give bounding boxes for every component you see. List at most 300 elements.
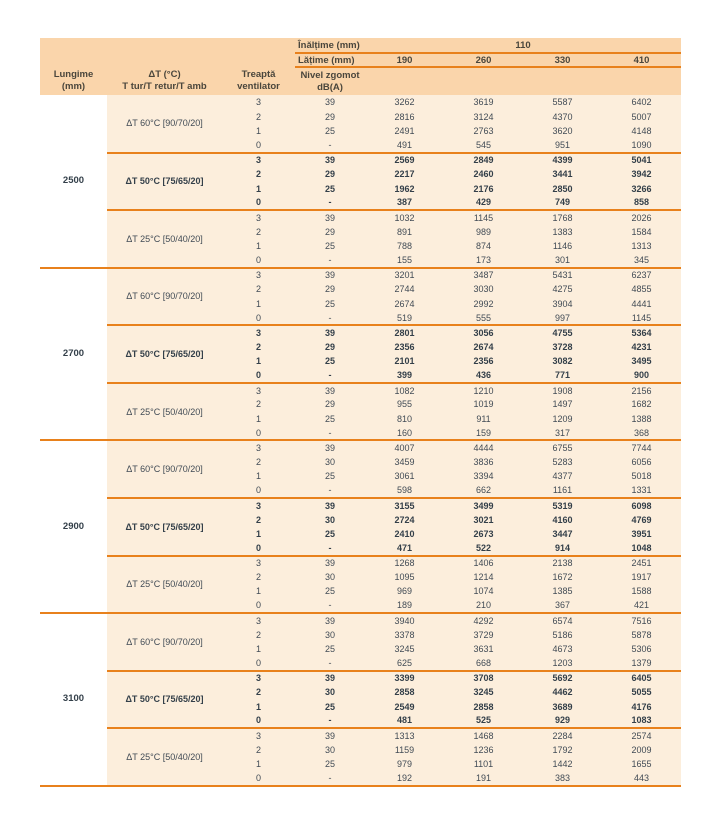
noise-cell: - xyxy=(295,599,365,613)
noise-cell: 39 xyxy=(295,613,365,627)
fan-step-cell: 2 xyxy=(222,225,295,239)
fan-step-cell: 1 xyxy=(222,699,295,713)
output-cell: 2549 xyxy=(365,699,444,713)
output-cell: 6405 xyxy=(602,671,681,685)
output-cell: 3124 xyxy=(444,109,523,123)
length-cell: 2500 xyxy=(40,95,107,268)
noise-cell: - xyxy=(295,311,365,325)
output-cell: 5431 xyxy=(523,268,602,282)
output-cell: 3266 xyxy=(602,181,681,195)
output-cell: 1095 xyxy=(365,570,444,584)
output-cell: 3708 xyxy=(444,671,523,685)
noise-cell: - xyxy=(295,484,365,498)
output-cell: 3245 xyxy=(444,685,523,699)
output-cell: 1236 xyxy=(444,743,523,757)
column-header-dt-line2: T tur/T retur/T amb xyxy=(122,81,207,92)
output-cell: 2026 xyxy=(602,210,681,224)
noise-cell: 39 xyxy=(295,95,365,109)
output-cell: 668 xyxy=(444,656,523,670)
dt-group-cell: ΔT 60°C [90/70/20] xyxy=(107,613,222,671)
column-header-lungime-line2: (mm) xyxy=(61,81,86,92)
dt-group-cell: ΔT 50°C [75/65/20] xyxy=(107,671,222,729)
fan-step-cell: 3 xyxy=(222,95,295,109)
fan-step-cell: 1 xyxy=(222,584,295,598)
output-cell: 2569 xyxy=(365,153,444,167)
output-cell: 555 xyxy=(444,311,523,325)
column-header-lungime-line1: Lungime xyxy=(53,69,94,80)
output-cell: 2763 xyxy=(444,124,523,138)
output-cell: 749 xyxy=(523,196,602,210)
output-cell: 155 xyxy=(365,253,444,267)
table-row xyxy=(40,613,681,627)
output-cell: 3082 xyxy=(523,354,602,368)
output-cell: 429 xyxy=(444,196,523,210)
fan-step-cell: 3 xyxy=(222,613,295,627)
output-cell: 301 xyxy=(523,253,602,267)
height-label: Înălțime (mm) xyxy=(295,38,365,53)
table-row xyxy=(40,728,681,742)
output-cell: 5007 xyxy=(602,109,681,123)
output-cell: 1032 xyxy=(365,210,444,224)
fan-step-cell: 2 xyxy=(222,397,295,411)
output-cell: 1313 xyxy=(365,728,444,742)
fan-step-cell: 0 xyxy=(222,426,295,440)
width-value-190: 190 xyxy=(365,53,444,67)
output-cell: 1048 xyxy=(602,541,681,555)
output-cell: 900 xyxy=(602,368,681,382)
height-value: 110 xyxy=(365,38,681,53)
radiator-spec-table xyxy=(40,38,681,787)
dt-group-cell: ΔT 50°C [75/65/20] xyxy=(107,498,222,556)
output-cell: 2858 xyxy=(444,699,523,713)
output-cell: 1209 xyxy=(523,412,602,426)
noise-cell: 25 xyxy=(295,699,365,713)
output-cell: 810 xyxy=(365,412,444,426)
noise-cell: 25 xyxy=(295,527,365,541)
output-cell: 1090 xyxy=(602,138,681,152)
output-cell: 3631 xyxy=(444,642,523,656)
output-cell: 367 xyxy=(523,599,602,613)
output-cell: 6574 xyxy=(523,613,602,627)
fan-step-cell: 3 xyxy=(222,556,295,570)
fan-step-cell: 1 xyxy=(222,181,295,195)
fan-step-cell: 3 xyxy=(222,440,295,454)
fan-step-cell: 0 xyxy=(222,541,295,555)
output-cell: 1655 xyxy=(602,757,681,771)
output-cell: 6237 xyxy=(602,268,681,282)
dt-group-cell: ΔT 60°C [90/70/20] xyxy=(107,268,222,326)
output-cell: 1442 xyxy=(523,757,602,771)
output-cell: 5364 xyxy=(602,325,681,339)
output-cell: 6098 xyxy=(602,498,681,512)
fan-step-cell: 2 xyxy=(222,109,295,123)
width-value-260: 260 xyxy=(444,53,523,67)
output-cell: 1203 xyxy=(523,656,602,670)
noise-cell: 25 xyxy=(295,354,365,368)
output-cell: 989 xyxy=(444,225,523,239)
noise-cell: - xyxy=(295,541,365,555)
fan-step-cell: 0 xyxy=(222,138,295,152)
fan-step-cell: 1 xyxy=(222,354,295,368)
output-cell: 1908 xyxy=(523,383,602,397)
table-row xyxy=(40,383,681,397)
output-cell: 2744 xyxy=(365,282,444,296)
fan-step-cell: 3 xyxy=(222,383,295,397)
fan-step-cell: 3 xyxy=(222,671,295,685)
noise-cell: 39 xyxy=(295,556,365,570)
noise-cell: 39 xyxy=(295,498,365,512)
output-cell: 2849 xyxy=(444,153,523,167)
output-cell: 192 xyxy=(365,771,444,785)
noise-cell: 25 xyxy=(295,584,365,598)
output-cell: 625 xyxy=(365,656,444,670)
fan-step-cell: 0 xyxy=(222,599,295,613)
output-cell: 1385 xyxy=(523,584,602,598)
output-cell: 1588 xyxy=(602,584,681,598)
output-cell: 4462 xyxy=(523,685,602,699)
output-cell: 189 xyxy=(365,599,444,613)
output-cell: 3021 xyxy=(444,512,523,526)
noise-cell: - xyxy=(295,196,365,210)
column-header-dt xyxy=(107,67,222,95)
noise-cell: 29 xyxy=(295,397,365,411)
length-cell: 3100 xyxy=(40,613,107,786)
output-cell: 4148 xyxy=(602,124,681,138)
output-cell: 2460 xyxy=(444,167,523,181)
output-cell: 4444 xyxy=(444,440,523,454)
noise-cell: 30 xyxy=(295,627,365,641)
fan-step-cell: 3 xyxy=(222,325,295,339)
output-cell: 4160 xyxy=(523,512,602,526)
output-cell: 3942 xyxy=(602,167,681,181)
output-cell: 2992 xyxy=(444,296,523,310)
column-header-nivel xyxy=(295,67,365,95)
table-row xyxy=(40,325,681,339)
noise-cell: 30 xyxy=(295,685,365,699)
dt-group-cell: ΔT 25°C [50/40/20] xyxy=(107,556,222,614)
output-cell: 3245 xyxy=(365,642,444,656)
output-cell: 914 xyxy=(523,541,602,555)
output-cell: 525 xyxy=(444,714,523,728)
fan-step-cell: 0 xyxy=(222,311,295,325)
noise-cell: 30 xyxy=(295,512,365,526)
output-cell: 3487 xyxy=(444,268,523,282)
column-header-dt-line1: ΔT (°C) xyxy=(148,69,181,80)
fan-step-cell: 0 xyxy=(222,484,295,498)
output-cell: 1019 xyxy=(444,397,523,411)
output-cell: 911 xyxy=(444,412,523,426)
fan-step-cell: 2 xyxy=(222,282,295,296)
output-cell: 1682 xyxy=(602,397,681,411)
output-cell: 874 xyxy=(444,239,523,253)
fan-step-cell: 1 xyxy=(222,412,295,426)
noise-cell: - xyxy=(295,368,365,382)
noise-cell: 25 xyxy=(295,642,365,656)
output-cell: 399 xyxy=(365,368,444,382)
output-cell: 1497 xyxy=(523,397,602,411)
output-cell: 5692 xyxy=(523,671,602,685)
fan-step-cell: 0 xyxy=(222,196,295,210)
output-cell: 5306 xyxy=(602,642,681,656)
fan-step-cell: 2 xyxy=(222,512,295,526)
noise-cell: 39 xyxy=(295,383,365,397)
output-cell: 1313 xyxy=(602,239,681,253)
output-cell: 955 xyxy=(365,397,444,411)
noise-cell: 25 xyxy=(295,757,365,771)
output-cell: 421 xyxy=(602,599,681,613)
output-cell: 1145 xyxy=(444,210,523,224)
output-cell: 3030 xyxy=(444,282,523,296)
output-cell: 2673 xyxy=(444,527,523,541)
output-cell: 545 xyxy=(444,138,523,152)
output-cell: 3619 xyxy=(444,95,523,109)
column-header-treapta xyxy=(222,67,295,95)
output-cell: 2138 xyxy=(523,556,602,570)
output-cell: 383 xyxy=(523,771,602,785)
output-cell: 3904 xyxy=(523,296,602,310)
noise-cell: 39 xyxy=(295,671,365,685)
output-cell: 1083 xyxy=(602,714,681,728)
output-cell: 3459 xyxy=(365,455,444,469)
output-cell: 1210 xyxy=(444,383,523,397)
output-cell: 1917 xyxy=(602,570,681,584)
output-cell: 191 xyxy=(444,771,523,785)
output-cell: 969 xyxy=(365,584,444,598)
table-row xyxy=(40,210,681,224)
noise-cell: 30 xyxy=(295,570,365,584)
noise-cell: - xyxy=(295,771,365,785)
output-cell: 771 xyxy=(523,368,602,382)
output-cell: 858 xyxy=(602,196,681,210)
output-cell: 7516 xyxy=(602,613,681,627)
noise-cell: - xyxy=(295,138,365,152)
noise-cell: 39 xyxy=(295,153,365,167)
output-cell: 2816 xyxy=(365,109,444,123)
fan-step-cell: 3 xyxy=(222,153,295,167)
output-cell: 2724 xyxy=(365,512,444,526)
output-cell: 997 xyxy=(523,311,602,325)
output-cell: 443 xyxy=(602,771,681,785)
output-cell: 1074 xyxy=(444,584,523,598)
output-cell: 1145 xyxy=(602,311,681,325)
output-cell: 3836 xyxy=(444,455,523,469)
noise-cell: 29 xyxy=(295,340,365,354)
output-cell: 3689 xyxy=(523,699,602,713)
length-cell: 2900 xyxy=(40,440,107,613)
output-cell: 929 xyxy=(523,714,602,728)
noise-cell: 29 xyxy=(295,282,365,296)
output-cell: 522 xyxy=(444,541,523,555)
noise-cell: - xyxy=(295,253,365,267)
fan-step-cell: 1 xyxy=(222,124,295,138)
noise-cell: 39 xyxy=(295,728,365,742)
header-row-height xyxy=(40,38,681,53)
output-cell: 1146 xyxy=(523,239,602,253)
output-cell: 2356 xyxy=(365,340,444,354)
output-cell: 159 xyxy=(444,426,523,440)
output-cell: 3940 xyxy=(365,613,444,627)
output-cell: 3399 xyxy=(365,671,444,685)
output-cell: 1406 xyxy=(444,556,523,570)
fan-step-cell: 1 xyxy=(222,642,295,656)
output-cell: 1962 xyxy=(365,181,444,195)
output-cell: 1159 xyxy=(365,743,444,757)
fan-step-cell: 3 xyxy=(222,728,295,742)
width-value-330: 330 xyxy=(523,53,602,67)
output-cell: 3262 xyxy=(365,95,444,109)
fan-step-cell: 0 xyxy=(222,368,295,382)
dt-group-cell: ΔT 50°C [75/65/20] xyxy=(107,325,222,383)
output-cell: 1101 xyxy=(444,757,523,771)
output-cell: 4673 xyxy=(523,642,602,656)
header-spacer xyxy=(40,38,295,53)
column-header-treapta-line1: Treaptă xyxy=(241,69,276,80)
output-cell: 6755 xyxy=(523,440,602,454)
output-cell: 210 xyxy=(444,599,523,613)
table-header xyxy=(40,38,681,95)
output-cell: 4231 xyxy=(602,340,681,354)
fan-step-cell: 1 xyxy=(222,239,295,253)
output-cell: 2491 xyxy=(365,124,444,138)
output-cell: 2176 xyxy=(444,181,523,195)
output-cell: 2858 xyxy=(365,685,444,699)
output-cell: 160 xyxy=(365,426,444,440)
dt-group-cell: ΔT 25°C [50/40/20] xyxy=(107,383,222,441)
column-header-lungime xyxy=(40,67,107,95)
output-cell: 3394 xyxy=(444,469,523,483)
output-cell: 6402 xyxy=(602,95,681,109)
output-cell: 2410 xyxy=(365,527,444,541)
header-spacer xyxy=(40,53,295,67)
output-cell: 2850 xyxy=(523,181,602,195)
table-row xyxy=(40,671,681,685)
output-cell: 2009 xyxy=(602,743,681,757)
fan-step-cell: 2 xyxy=(222,685,295,699)
output-cell: 2156 xyxy=(602,383,681,397)
output-cell: 3729 xyxy=(444,627,523,641)
noise-cell: 25 xyxy=(295,296,365,310)
output-cell: 2674 xyxy=(365,296,444,310)
output-cell: 5319 xyxy=(523,498,602,512)
output-cell: 1214 xyxy=(444,570,523,584)
noise-cell: 29 xyxy=(295,109,365,123)
dt-group-cell: ΔT 25°C [50/40/20] xyxy=(107,728,222,786)
output-cell: 3155 xyxy=(365,498,444,512)
output-cell: 4377 xyxy=(523,469,602,483)
output-cell: 1082 xyxy=(365,383,444,397)
output-cell: 3201 xyxy=(365,268,444,282)
output-cell: 3951 xyxy=(602,527,681,541)
output-cell: 3728 xyxy=(523,340,602,354)
table-body xyxy=(40,95,681,786)
header-row-width xyxy=(40,53,681,67)
output-cell: 173 xyxy=(444,253,523,267)
table-row xyxy=(40,153,681,167)
fan-step-cell: 0 xyxy=(222,656,295,670)
header-spacer xyxy=(365,67,681,95)
fan-step-cell: 0 xyxy=(222,714,295,728)
output-cell: 1768 xyxy=(523,210,602,224)
noise-cell: 25 xyxy=(295,124,365,138)
noise-cell: 39 xyxy=(295,210,365,224)
output-cell: 2356 xyxy=(444,354,523,368)
fan-step-cell: 0 xyxy=(222,771,295,785)
table-row xyxy=(40,556,681,570)
output-cell: 471 xyxy=(365,541,444,555)
output-cell: 2674 xyxy=(444,340,523,354)
noise-cell: - xyxy=(295,426,365,440)
table-row xyxy=(40,498,681,512)
noise-cell: - xyxy=(295,714,365,728)
output-cell: 3056 xyxy=(444,325,523,339)
output-cell: 1383 xyxy=(523,225,602,239)
column-header-nivel-line2: dB(A) xyxy=(317,81,343,93)
output-cell: 2574 xyxy=(602,728,681,742)
noise-cell: 25 xyxy=(295,239,365,253)
output-cell: 491 xyxy=(365,138,444,152)
table-row xyxy=(40,440,681,454)
output-cell: 1268 xyxy=(365,556,444,570)
output-cell: 3441 xyxy=(523,167,602,181)
dt-group-cell: ΔT 60°C [90/70/20] xyxy=(107,95,222,153)
output-cell: 662 xyxy=(444,484,523,498)
noise-cell: 39 xyxy=(295,325,365,339)
output-cell: 5878 xyxy=(602,627,681,641)
fan-step-cell: 1 xyxy=(222,527,295,541)
output-cell: 3378 xyxy=(365,627,444,641)
noise-cell: 25 xyxy=(295,412,365,426)
output-cell: 788 xyxy=(365,239,444,253)
fan-step-cell: 1 xyxy=(222,296,295,310)
fan-step-cell: 2 xyxy=(222,167,295,181)
header-row-columns xyxy=(40,67,681,95)
noise-cell: 29 xyxy=(295,225,365,239)
output-cell: 1379 xyxy=(602,656,681,670)
width-label: Lățime (mm) xyxy=(295,53,365,67)
output-cell: 4292 xyxy=(444,613,523,627)
output-cell: 3061 xyxy=(365,469,444,483)
noise-cell: 39 xyxy=(295,268,365,282)
output-cell: 2284 xyxy=(523,728,602,742)
noise-cell: 30 xyxy=(295,743,365,757)
column-header-treapta-line2: ventilator xyxy=(237,81,280,92)
noise-cell: 25 xyxy=(295,181,365,195)
output-cell: 1468 xyxy=(444,728,523,742)
fan-step-cell: 2 xyxy=(222,455,295,469)
fan-step-cell: 1 xyxy=(222,757,295,771)
output-cell: 2801 xyxy=(365,325,444,339)
fan-step-cell: 2 xyxy=(222,570,295,584)
fan-step-cell: 3 xyxy=(222,210,295,224)
fan-step-cell: 1 xyxy=(222,469,295,483)
output-cell: 3447 xyxy=(523,527,602,541)
output-cell: 5055 xyxy=(602,685,681,699)
output-cell: 5283 xyxy=(523,455,602,469)
output-cell: 4441 xyxy=(602,296,681,310)
noise-cell: 25 xyxy=(295,469,365,483)
output-cell: 1388 xyxy=(602,412,681,426)
fan-step-cell: 3 xyxy=(222,498,295,512)
output-cell: 979 xyxy=(365,757,444,771)
output-cell: 4370 xyxy=(523,109,602,123)
output-cell: 951 xyxy=(523,138,602,152)
output-cell: 2217 xyxy=(365,167,444,181)
output-cell: 1331 xyxy=(602,484,681,498)
output-cell: 5041 xyxy=(602,153,681,167)
output-cell: 4399 xyxy=(523,153,602,167)
output-cell: 4176 xyxy=(602,699,681,713)
noise-cell: - xyxy=(295,656,365,670)
